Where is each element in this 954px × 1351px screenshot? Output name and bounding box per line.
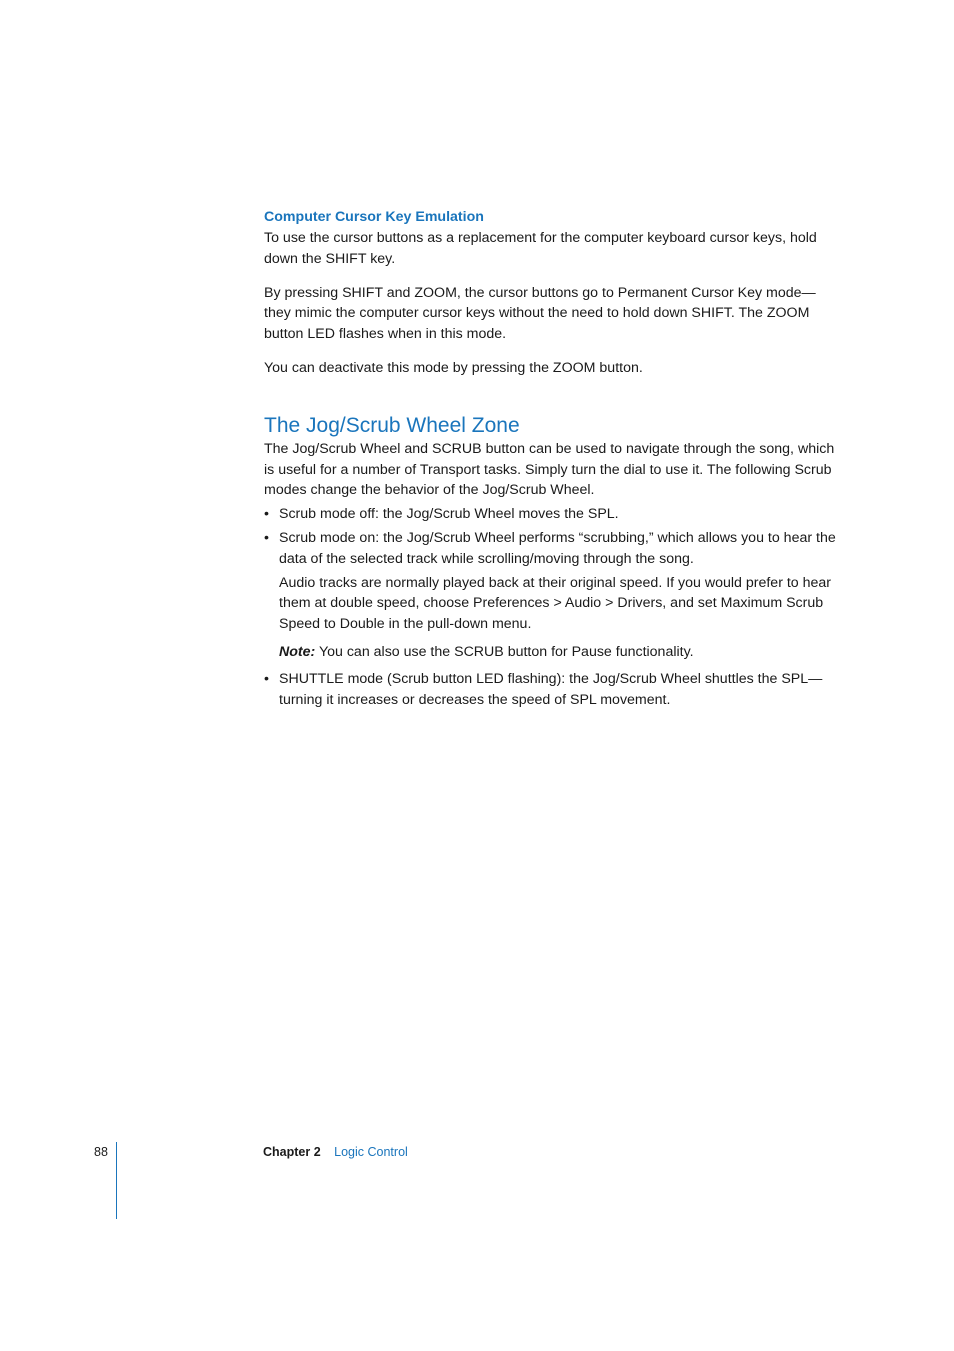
chapter-label: Chapter 2: [263, 1145, 321, 1159]
bullet-icon: •: [264, 670, 269, 687]
section-heading-cursor-key-emulation: Computer Cursor Key Emulation: [264, 209, 484, 225]
footer-chapter: [263, 1143, 408, 1161]
list-item-text: Scrub mode on: the Jog/Scrub Wheel performs “scrubbing,” which allows you to hear the data of the selected track while scrolling/moving through the song.: [279, 529, 836, 567]
note-text: You can also use the SCRUB button for Pause functionality.: [318, 643, 694, 660]
list-item-text: Scrub mode off: the Jog/Scrub Wheel moves the SPL.: [279, 506, 619, 523]
page-number: 88: [94, 1145, 108, 1159]
footer-divider: [116, 1142, 117, 1219]
paragraph: By pressing SHIFT and ZOOM, the cursor buttons go to Permanent Cursor Key mode—they mimic the computer cursor keys without the need to hold down SHIFT. The ZOOM button LED flashes when in this mode.: [264, 284, 816, 343]
paragraph: To use the cursor buttons as a replacement for the computer keyboard cursor keys, hold down the SHIFT key.: [264, 230, 817, 267]
bullet-list: [264, 504, 836, 710]
section-heading-jog-scrub-wheel-zone: The Jog/Scrub Wheel Zone: [264, 413, 520, 437]
note: [279, 642, 836, 663]
bullet-icon: •: [264, 529, 269, 546]
paragraph: You can deactivate this mode by pressing the ZOOM button.: [264, 359, 643, 376]
list-item: [264, 504, 836, 525]
list-item: [264, 669, 836, 711]
list-item-subparagraph: Audio tracks are normally played back at their original speed. If you would prefer to hear them at double speed, choose Preferences > Audio > Drivers, and set Maximum Scrub Speed to Double in the pull-down menu.: [279, 574, 832, 633]
paragraph: The Jog/Scrub Wheel and SCRUB button can be used to navigate through the song, which is useful for a number of Transport tasks. Simply turn the dial to use it. The following Scrub modes change the behavior of the Jog/Scrub Wheel.: [264, 440, 835, 499]
list-item-text: SHUTTLE mode (Scrub button LED flashing): the Jog/Scrub Wheel shuttles the SPL—turning it increases or decreases the speed of SPL movement.: [279, 670, 823, 708]
list-item: [264, 528, 836, 663]
chapter-title: Logic Control: [334, 1145, 408, 1159]
bullet-icon: •: [264, 506, 269, 523]
page-body: [264, 206, 836, 710]
note-label: Note:: [279, 643, 316, 660]
